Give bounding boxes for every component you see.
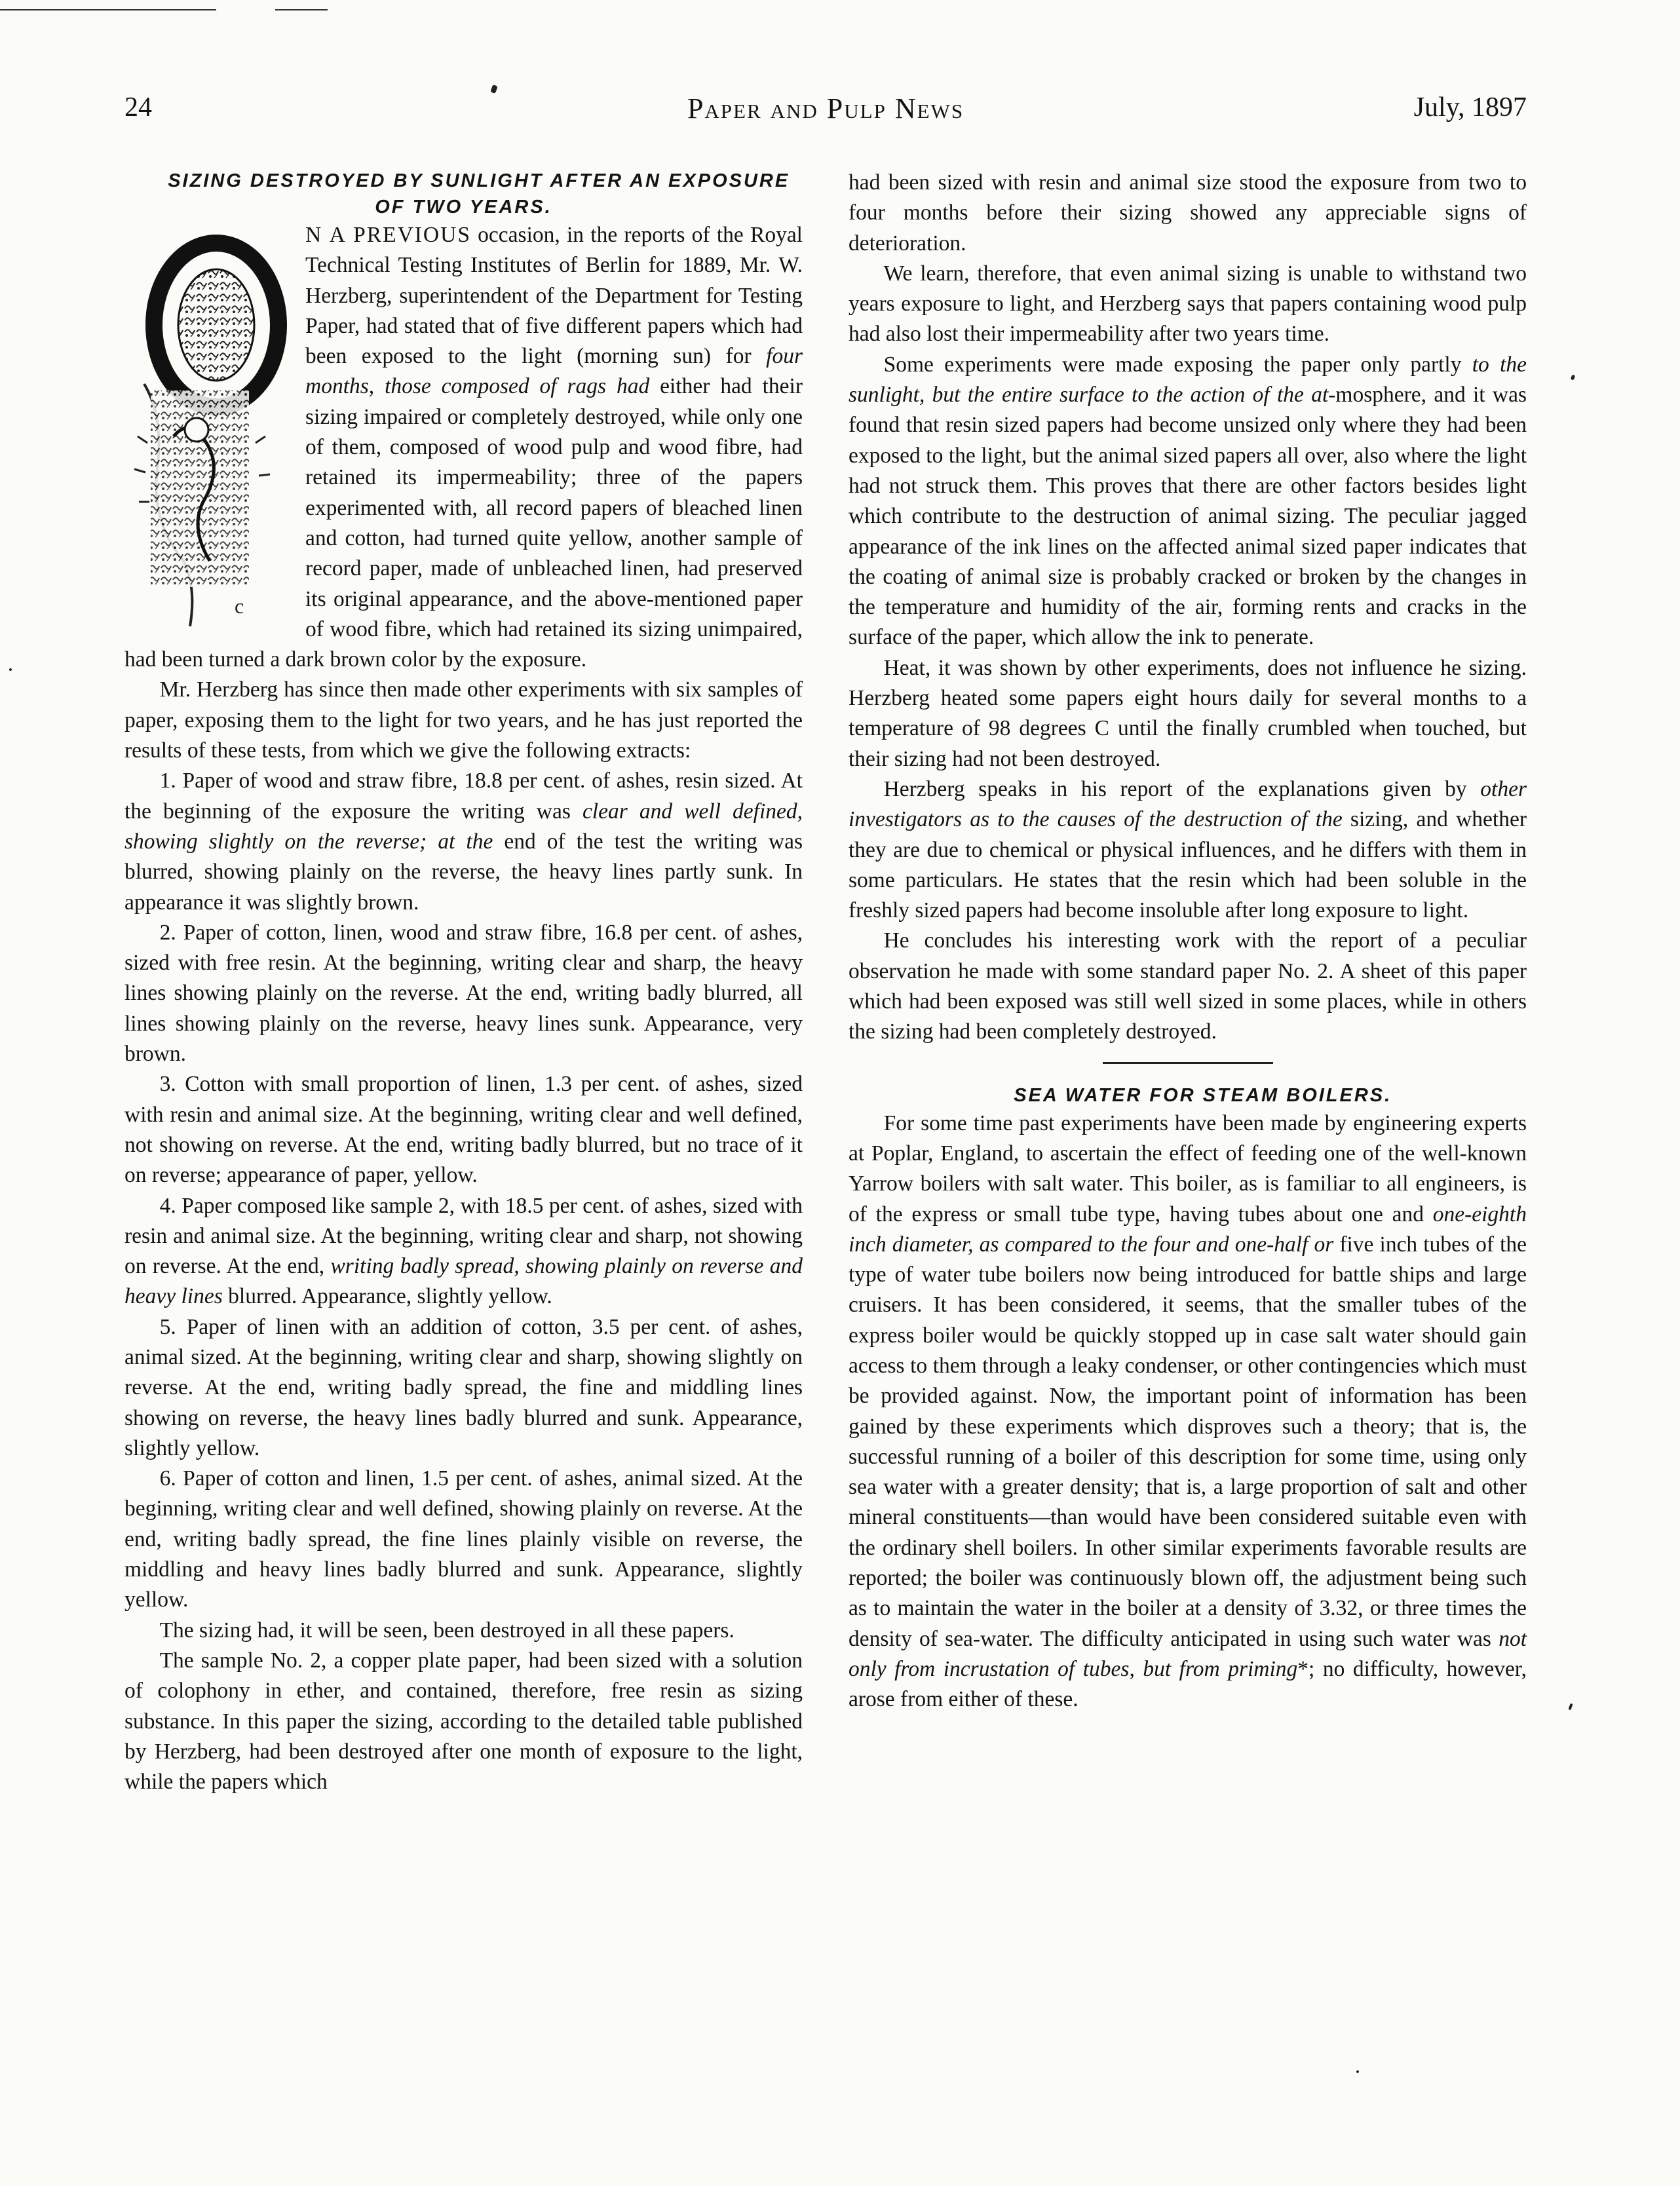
sea-water-italic-2: not only from incrustation of tubes, but from priming: [849, 1626, 1527, 1681]
paragraph-sample-2-continued: had been sized with resin and animal size stood the exposure from two to four months before their sizing showed any appreciable signs of deterioration.: [849, 170, 1527, 256]
sample-5: 5. Paper of linen with an addition of cotton, 3.5 per cent. of ashes, animal sized. At the beginning, writing clear and sharp, showing slightly on reverse. At the end, writing badly spread, the fine and middling lines showing on reverse, the heavy lines badly blurred and sunk. Appearance, slightly yellow.: [124, 1314, 803, 1460]
sample-6: 6. Paper of cotton and linen, 1.5 per cent. of ashes, animal sized. At the beginning, writing clear and well defined, showing plainly on reverse. At the end, writing badly spread, the fine lines plainly visible on reverse, the middling and heavy lines badly blurred and sunk. Appearance, slightly yellow.: [124, 1466, 803, 1612]
sample-1-italic: clear and well defined, showing slightly on the reverse; at the: [124, 799, 803, 854]
lead-opening-words: N A PREVIOUS: [305, 223, 471, 247]
sea-water-text-end: *; no difficulty, however, arose from either of these.: [849, 1656, 1527, 1712]
sample-1-text: 1. Paper of wood and straw fibre, 18.8 per cent. of ashes, resin sized. At the beginning of the exposure the writing was: [124, 769, 803, 824]
explanations-italic: other investigators as to the causes of the destruction of the: [849, 776, 1527, 832]
article-headline: SIZING DESTROYED BY SUNLIGHT AFTER AN EXPOSURE OF TWO YEARS.: [168, 170, 790, 218]
ornamental-drop-cap: [124, 220, 288, 639]
right-column: [849, 168, 1527, 1715]
ink-speck-2: [1571, 374, 1575, 380]
article-2-headline: SEA WATER FOR STEAM BOILERS.: [1014, 1084, 1392, 1106]
paragraph-sea-water: [849, 1109, 1527, 1715]
lead-text: occasion, in the reports of the Royal Technical Testing Institutes of Berlin for 1889, Mr. W. Herzberg, superintendent of the Department for Testing Paper, had stated that of five different papers which had been exposed to the light (morning sun) for: [305, 223, 803, 369]
page-number: 24: [124, 92, 152, 123]
sea-water-text: For some time past experiments have been made by engineering experts at Poplar, England, to ascertain the effect of feeding one of the well-known Yarrow boilers with salt water. This boiler, as is familiar to all engineers, is of the express or small tube type, having tubes about one and: [849, 1111, 1527, 1226]
running-title: Paper and Pulp News: [687, 92, 964, 124]
sample-4-text: 4. Paper composed like sample 2, with 18.5 per cent. of ashes, sized with resin and animal size. At the beginning, writing clear and sharp, not showing on reverse. At the end,: [124, 1193, 803, 1279]
svg-text:c: c: [235, 594, 244, 618]
sea-water-italic: one-eighth inch diameter, as compared to the four and one-half or: [849, 1202, 1527, 1257]
paragraph-experiments: Mr. Herzberg has since then made other experiments with six samples of paper, exposing them to the light for two years, and he has just reported the results of these tests, from which we give the following extracts:: [124, 677, 803, 763]
paragraph-conclusion: He concludes his interesting work with the report of a peculiar observation he made with some standard paper No. 2. A sheet of this paper which had been exposed was still well sized in some places, while in others the sizing had been completely destroyed.: [849, 928, 1527, 1044]
top-rule: [0, 9, 216, 10]
top-rule-short: [275, 9, 328, 10]
left-column: [124, 168, 803, 1797]
page-header: [124, 92, 1527, 131]
paragraph-we-learn: We learn, therefore, that even animal sizing is unable to withstand two years exposure to light, and Herzberg says that papers containing wood pulp had also lost their impermeability after two years time.: [849, 261, 1527, 347]
lead-text-end: either had their sizing impaired or completely destroyed, while only one of them, composed of wood pulp and wood fibre, had retained its impermeability; three of the papers experimented with, all record papers of bleached linen and cotton, had turned quite yellow, another sample of record paper, made of unbleached linen, had preserved its original appearance, and the above-mentioned paper of wood fibre, which had retained its sizing unimpaired, had been turned a dark brown color by the exposure.: [124, 374, 803, 672]
explanations-text: Herzberg speaks in his report of the explanations given by: [883, 776, 1481, 801]
sea-water-text-middle: five inch tubes of the type of water tube boilers now being introduced for battle ships and large cruisers. It has been considered, it seems, that the smaller tubes of the express boiler would be quickly stopped up in case salt water should gain access to them through a leaky condenser, or other contingencies which must be provided against. Now, the important point of information has been gained by these experiments which disproves such a theory; that is, the successful running of a boiler of this description for some time, using only sea water with a greater density; that is, a large proportion of salt and other mineral constituents—than would have been considered suitable even with the ordinary shell boilers. In other similar experiments favorable results are reported; the boiler was continuously blown off, the adjustment being such as to maintain the water in the boiler at a density of 3.32, or three times the density of sea-water. The difficulty anticipated in using such water was: [849, 1232, 1527, 1651]
sample-4: [124, 1191, 803, 1312]
lead-paragraph: [124, 220, 803, 675]
sample-3: 3. Cotton with small proportion of linen, 1.3 per cent. of ashes, sized with resin and animal size. At the beginning, writing clear and well defined, not showing on reverse. At the end, writing badly blurred, but no trace of it on reverse; appearance of paper, yellow.: [124, 1072, 803, 1188]
sample-4-text-end: blurred. Appearance, slightly yellow.: [222, 1284, 552, 1309]
ink-speck-4: [9, 668, 12, 671]
paragraph-sizing-destroyed: The sizing had, it will be seen, been destroyed in all these papers.: [159, 1618, 735, 1643]
paragraph-sample-2: The sample No. 2, a copper plate paper, had been sized with a solution of colophony in ether, and contained, therefore, free resin as sizing substance. In this paper the sizing, according to the detailed table published by Herzberg, had been destroyed after one month of exposure to the light, while the papers which: [124, 1648, 803, 1795]
drop-cap-illustration: [124, 220, 288, 639]
sample-2: 2. Paper of cotton, linen, wood and straw fibre, 16.8 per cent. of ashes, sized with free resin. At the beginning, writing clear and sharp, the heavy lines showing plainly on the reverse. At the end, writing badly blurred, all lines showing plainly on the reverse, heavy lines sunk. Appearance, very brown.: [124, 920, 803, 1067]
sample-4-italic: writing badly spread, showing plainly on reverse and heavy lines: [124, 1254, 803, 1309]
issue-date: July, 1897: [1413, 92, 1527, 123]
partial-exposure-text-end: mosphere, and it was found that resin sized papers had become unsized only where they had been exposed to the light, but the animal sized papers all over, also where the light had not struck them. This proves that there are other factors besides light which contribute to the destruction of animal sizing. The peculiar jagged appearance of the ink lines on the affected animal sized paper indicates that the coating of animal size is probably cracked or broken by the changes in the temperature and humidity of the air, forming rents and cracks in the surface of the paper, which allow the ink to penerate.: [849, 383, 1527, 650]
explanations-text-end: sizing, and whether they are due to chemical or physical influences, and he differs with them in some particulars. He states that the resin which had been soluble in the freshly sized papers had become insoluble after long exposure to light.: [849, 807, 1527, 923]
paragraph-explanations: [849, 774, 1527, 926]
sample-1: [124, 766, 803, 917]
sample-1-text-end: end of the test the writing was blurred, showing plainly on the reverse, the heavy lines partly sunk. In appearance it was slightly brown.: [124, 829, 803, 915]
ink-speck-5: [1356, 2070, 1359, 2073]
article-divider: [1103, 1062, 1273, 1064]
partial-exposure-italic: to the sunlight, but the entire surface to the action of the at-: [849, 352, 1527, 408]
lead-italic-text: four months, those composed of rags had: [305, 344, 803, 399]
partial-exposure-text: Some experiments were made exposing the paper only partly: [883, 352, 1472, 377]
ink-speck-3: [1568, 1703, 1573, 1711]
paragraph-heat: Heat, it was shown by other experiments, does not influence he sizing. Herzberg heated some papers eight hours daily for several months to a temperature of 98 degrees C until the finally crumbled when touched, but their sizing had not been destroyed.: [849, 655, 1527, 771]
paragraph-partial-exposure: [849, 350, 1527, 653]
